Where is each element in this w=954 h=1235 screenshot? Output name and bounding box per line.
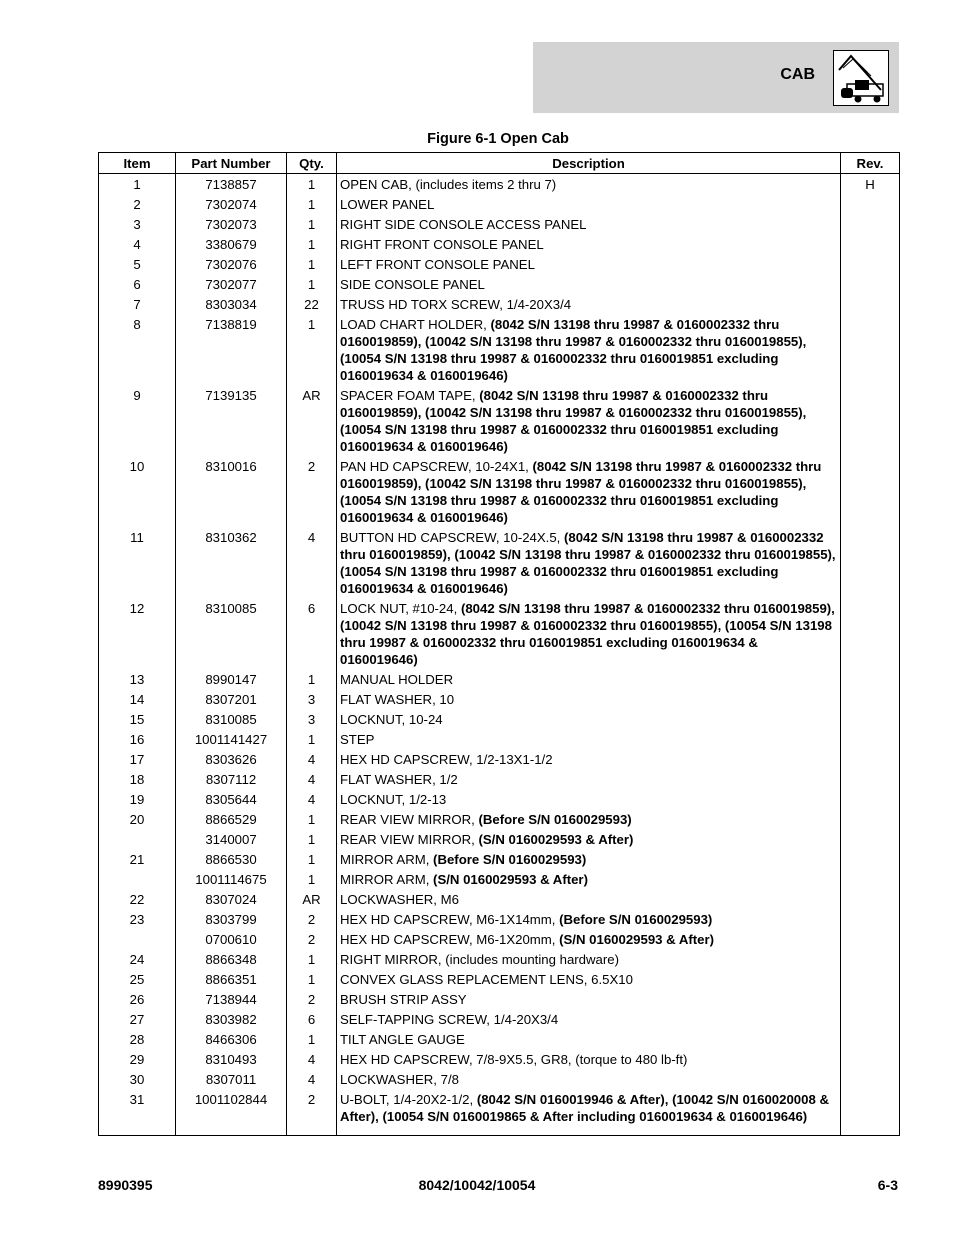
table-row [99, 949, 900, 969]
item-cell: 7 [99, 294, 176, 314]
table-row [99, 214, 900, 234]
qty-cell: 1 [287, 314, 337, 385]
part-number-cell: 8866351 [176, 969, 287, 989]
item-cell: 27 [99, 1009, 176, 1029]
description-cell [337, 869, 841, 889]
part-number-cell: 8307201 [176, 689, 287, 709]
rev-cell [841, 598, 900, 669]
item-cell: 9 [99, 385, 176, 456]
item-cell: 22 [99, 889, 176, 909]
table-row [99, 174, 900, 195]
description-cell [337, 809, 841, 829]
rev-cell [841, 869, 900, 889]
item-cell: 15 [99, 709, 176, 729]
table-row [99, 669, 900, 689]
description-text: BRUSH STRIP ASSY [340, 991, 467, 1007]
rev-cell [841, 274, 900, 294]
item-cell: 26 [99, 989, 176, 1009]
cab-machine-icon [833, 50, 889, 106]
table-row [99, 809, 900, 829]
description-text: TILT ANGLE GAUGE [340, 1031, 465, 1047]
part-number-cell: 0700610 [176, 929, 287, 949]
part-number-cell: 8866348 [176, 949, 287, 969]
table-row [99, 909, 900, 929]
qty-cell: 2 [287, 909, 337, 929]
rev-cell [841, 889, 900, 909]
description-cell [337, 929, 841, 949]
description-text: CONVEX GLASS REPLACEMENT LENS, 6.5X10 [340, 971, 633, 987]
description-applicability: (Before S/N 0160029593) [478, 811, 632, 827]
item-cell: 28 [99, 1029, 176, 1049]
rev-cell [841, 709, 900, 729]
description-text: U-BOLT, 1/4-20X2-1/2, [340, 1091, 477, 1107]
rev-cell: H [841, 174, 900, 195]
table-row [99, 294, 900, 314]
description-text: LOCKWASHER, M6 [340, 891, 459, 907]
item-cell: 8 [99, 314, 176, 385]
qty-cell: 4 [287, 1049, 337, 1069]
item-cell: 1 [99, 174, 176, 195]
description-cell [337, 689, 841, 709]
table-row [99, 829, 900, 849]
description-cell [337, 669, 841, 689]
item-cell: 16 [99, 729, 176, 749]
description-text: FLAT WASHER, 1/2 [340, 771, 458, 787]
qty-cell: 4 [287, 527, 337, 598]
section-header [533, 42, 899, 113]
item-cell: 19 [99, 789, 176, 809]
item-cell: 12 [99, 598, 176, 669]
description-text: REAR VIEW MIRROR, [340, 811, 479, 827]
item-cell: 5 [99, 254, 176, 274]
qty-cell: 1 [287, 254, 337, 274]
table-row [99, 527, 900, 598]
qty-cell: 1 [287, 669, 337, 689]
item-cell [99, 829, 176, 849]
description-text: RIGHT FRONT CONSOLE PANEL [340, 236, 544, 252]
description-cell [337, 729, 841, 749]
description-text: HEX HD CAPSCREW, 7/8-9X5.5, GR8, (torque to 480 lb-ft) [340, 1051, 688, 1067]
part-number-cell: 1001114675 [176, 869, 287, 889]
description-text: FLAT WASHER, 10 [340, 691, 455, 707]
table-row [99, 314, 900, 385]
part-number-cell: 8466306 [176, 1029, 287, 1049]
description-applicability: (8042 S/N 13198 thru 19987 & 0160002332 thru 0160019859), (10042 S/N 13198 thru 19987 & 0160002332 thru 0160019855), (10054 S/N 13198 thru 19987 & 0160002332 thru 0160019851 excluding 0160019634 & 0160019646) [340, 458, 822, 525]
description-text: LOCKNUT, 1/2-13 [340, 791, 447, 807]
qty-cell: AR [287, 385, 337, 456]
item-cell: 25 [99, 969, 176, 989]
description-text: HEX HD CAPSCREW, M6-1X20mm, [340, 931, 560, 947]
table-row [99, 234, 900, 254]
description-applicability: (S/N 0160029593 & After) [433, 871, 588, 887]
table-row [99, 274, 900, 294]
table-header-row [99, 153, 900, 174]
description-text: TRUSS HD TORX SCREW, 1/4-20X3/4 [340, 296, 572, 312]
part-number-cell: 8303799 [176, 909, 287, 929]
part-number-cell: 7302076 [176, 254, 287, 274]
col-header-qty: Qty. [287, 153, 337, 174]
rev-cell [841, 1089, 900, 1135]
description-applicability: (8042 S/N 13198 thru 19987 & 0160002332 thru 0160019859), (10042 S/N 13198 thru 19987 & 0160002332 thru 0160019855), (10054 S/N 13198 thru 19987 & 0160002332 thru 0160019851 excluding 0160019634 & 0160019646) [340, 316, 807, 383]
part-number-cell: 8303034 [176, 294, 287, 314]
col-header-item: Item [99, 153, 176, 174]
item-cell: 4 [99, 234, 176, 254]
description-text: REAR VIEW MIRROR, [340, 831, 479, 847]
rev-cell [841, 829, 900, 849]
qty-cell: 4 [287, 1069, 337, 1089]
description-text: LOWER PANEL [340, 196, 435, 212]
rev-cell [841, 809, 900, 829]
rev-cell [841, 214, 900, 234]
item-cell: 14 [99, 689, 176, 709]
rev-cell [841, 729, 900, 749]
description-cell [337, 194, 841, 214]
rev-cell [841, 849, 900, 869]
description-text: STEP [340, 731, 375, 747]
description-text: BUTTON HD CAPSCREW, 10-24X.5, [340, 529, 564, 545]
description-text: SIDE CONSOLE PANEL [340, 276, 485, 292]
description-text: SPACER FOAM TAPE, [340, 387, 480, 403]
qty-cell: 2 [287, 456, 337, 527]
item-cell: 10 [99, 456, 176, 527]
description-applicability: (8042 S/N 13198 thru 19987 & 0160002332 thru 0160019859), (10042 S/N 13198 thru 19987 & 0160002332 thru 0160019855), (10054 S/N 13198 thru 19987 & 0160002332 thru 0160019851 excluding 0160019634 & 0160019646) [340, 529, 836, 596]
rev-cell [841, 1009, 900, 1029]
item-cell: 23 [99, 909, 176, 929]
qty-cell: 6 [287, 598, 337, 669]
table-row [99, 929, 900, 949]
qty-cell: 2 [287, 1089, 337, 1135]
description-cell [337, 274, 841, 294]
description-cell [337, 174, 841, 195]
col-header-description: Description [337, 153, 841, 174]
qty-cell: 1 [287, 849, 337, 869]
item-cell: 31 [99, 1089, 176, 1135]
table-row [99, 1089, 900, 1135]
rev-cell [841, 294, 900, 314]
qty-cell: 3 [287, 709, 337, 729]
description-cell [337, 1009, 841, 1029]
description-text: MANUAL HOLDER [340, 671, 454, 687]
description-text: LEFT FRONT CONSOLE PANEL [340, 256, 535, 272]
table-row [99, 254, 900, 274]
qty-cell: 1 [287, 194, 337, 214]
description-cell [337, 456, 841, 527]
part-number-cell: 8307112 [176, 769, 287, 789]
item-cell [99, 929, 176, 949]
rev-cell [841, 527, 900, 598]
item-cell: 20 [99, 809, 176, 829]
description-cell [337, 889, 841, 909]
part-number-cell: 1001102844 [176, 1089, 287, 1135]
table-row [99, 769, 900, 789]
part-number-cell: 8990147 [176, 669, 287, 689]
table-row [99, 989, 900, 1009]
description-text: OPEN CAB, (includes items 2 thru 7) [340, 176, 557, 192]
part-number-cell: 7138944 [176, 989, 287, 1009]
rev-cell [841, 234, 900, 254]
table-row [99, 689, 900, 709]
item-cell: 2 [99, 194, 176, 214]
description-text: LOCKWASHER, 7/8 [340, 1071, 459, 1087]
description-cell [337, 1049, 841, 1069]
item-cell: 21 [99, 849, 176, 869]
table-row [99, 1049, 900, 1069]
description-cell [337, 849, 841, 869]
description-text: MIRROR ARM, [340, 871, 434, 887]
description-cell [337, 1089, 841, 1135]
description-cell [337, 314, 841, 385]
table-row [99, 729, 900, 749]
table-row [99, 456, 900, 527]
rev-cell [841, 254, 900, 274]
description-cell [337, 1069, 841, 1089]
part-number-cell: 8866530 [176, 849, 287, 869]
figure-title: Figure 6-1 Open Cab [427, 131, 569, 147]
table-row [99, 749, 900, 769]
item-cell: 29 [99, 1049, 176, 1069]
table-row [99, 1029, 900, 1049]
part-number-cell: 7138857 [176, 174, 287, 195]
table-row [99, 385, 900, 456]
part-number-cell: 8310085 [176, 598, 287, 669]
part-number-cell: 7302077 [176, 274, 287, 294]
part-number-cell: 3380679 [176, 234, 287, 254]
qty-cell: 4 [287, 749, 337, 769]
description-text: LOCKNUT, 10-24 [340, 711, 443, 727]
part-number-cell: 8310362 [176, 527, 287, 598]
rev-cell [841, 689, 900, 709]
table-row [99, 849, 900, 869]
table-row [99, 194, 900, 214]
rev-cell [841, 789, 900, 809]
description-cell [337, 598, 841, 669]
description-applicability: (8042 S/N 0160019946 & After), (10042 S/N 0160020008 & After), (10054 S/N 0160019865 & After including 0160019634 & 0160019646) [340, 1091, 829, 1124]
table-row [99, 1069, 900, 1089]
qty-cell: 1 [287, 234, 337, 254]
footer-page-number: 6-3 [877, 1177, 898, 1193]
description-text: PAN HD CAPSCREW, 10-24X1, [340, 458, 533, 474]
part-number-cell: 8310493 [176, 1049, 287, 1069]
qty-cell: 1 [287, 174, 337, 195]
part-number-cell: 8307011 [176, 1069, 287, 1089]
description-cell [337, 829, 841, 849]
description-cell [337, 969, 841, 989]
description-applicability: (Before S/N 0160029593) [559, 911, 713, 927]
description-cell [337, 1029, 841, 1049]
description-applicability: (8042 S/N 13198 thru 19987 & 0160002332 thru 0160019859), (10042 S/N 13198 thru 19987 & 0160002332 thru 0160019855), (10054 S/N 13198 thru 19987 & 0160002332 thru 0160019851 excluding 0160019634 & 0160019646) [340, 387, 807, 454]
description-applicability: (S/N 0160029593 & After) [478, 831, 634, 847]
part-number-cell: 3140007 [176, 829, 287, 849]
item-cell [99, 869, 176, 889]
description-cell [337, 769, 841, 789]
footer-doc-number: 8990395 [98, 1177, 153, 1193]
description-text: LOAD CHART HOLDER, [340, 316, 491, 332]
item-cell: 6 [99, 274, 176, 294]
item-cell: 3 [99, 214, 176, 234]
qty-cell: 1 [287, 214, 337, 234]
item-cell: 18 [99, 769, 176, 789]
table-row [99, 709, 900, 729]
qty-cell: 6 [287, 1009, 337, 1029]
description-text: RIGHT MIRROR, (includes mounting hardware) [340, 951, 619, 967]
part-number-cell: 7138819 [176, 314, 287, 385]
qty-cell: 4 [287, 789, 337, 809]
description-applicability: (Before S/N 0160029593) [433, 851, 587, 867]
item-cell: 17 [99, 749, 176, 769]
part-number-cell: 8305644 [176, 789, 287, 809]
description-cell [337, 789, 841, 809]
rev-cell [841, 749, 900, 769]
part-number-cell: 7302074 [176, 194, 287, 214]
footer-models: 8042/10042/10054 [418, 1177, 536, 1193]
qty-cell: 2 [287, 989, 337, 1009]
qty-cell: 3 [287, 689, 337, 709]
description-cell [337, 749, 841, 769]
rev-cell [841, 949, 900, 969]
rev-cell [841, 669, 900, 689]
description-text: HEX HD CAPSCREW, 1/2-13X1-1/2 [340, 751, 553, 767]
description-cell [337, 385, 841, 456]
part-number-cell: 8307024 [176, 889, 287, 909]
rev-cell [841, 1049, 900, 1069]
rev-cell [841, 769, 900, 789]
part-number-cell: 7302073 [176, 214, 287, 234]
rev-cell [841, 1069, 900, 1089]
rev-cell [841, 989, 900, 1009]
rev-cell [841, 314, 900, 385]
description-text: HEX HD CAPSCREW, M6-1X14mm, [340, 911, 560, 927]
table-row [99, 598, 900, 669]
qty-cell: 4 [287, 769, 337, 789]
item-cell: 24 [99, 949, 176, 969]
qty-cell: 1 [287, 729, 337, 749]
part-number-cell: 1001141427 [176, 729, 287, 749]
item-cell: 11 [99, 527, 176, 598]
description-text: MIRROR ARM, [340, 851, 434, 867]
description-text: LOCK NUT, #10-24, [340, 600, 461, 616]
description-cell [337, 234, 841, 254]
qty-cell: AR [287, 889, 337, 909]
description-cell [337, 214, 841, 234]
description-text: SELF-TAPPING SCREW, 1/4-20X3/4 [340, 1011, 559, 1027]
table-row [99, 789, 900, 809]
qty-cell: 1 [287, 829, 337, 849]
col-header-part-number: Part Number [176, 153, 287, 174]
part-number-cell: 8303626 [176, 749, 287, 769]
parts-table-body [99, 174, 900, 1136]
qty-cell: 1 [287, 869, 337, 889]
qty-cell: 1 [287, 809, 337, 829]
part-number-cell: 7139135 [176, 385, 287, 456]
part-number-cell: 8310085 [176, 709, 287, 729]
description-applicability: (8042 S/N 13198 thru 19987 & 0160002332 thru 0160019859), (10042 S/N 13198 thru 19987 & 0160002332 thru 0160019855), (10054 S/N 13198 thru 19987 & 0160002332 thru 0160019851 excluding 0160019634 & 0160019646) [340, 600, 835, 667]
rev-cell [841, 909, 900, 929]
table-row [99, 889, 900, 909]
description-cell [337, 949, 841, 969]
qty-cell: 1 [287, 949, 337, 969]
rev-cell [841, 1029, 900, 1049]
part-number-cell: 8303982 [176, 1009, 287, 1029]
rev-cell [841, 969, 900, 989]
parts-table [98, 152, 900, 1136]
section-title: CAB [780, 66, 815, 83]
qty-cell: 22 [287, 294, 337, 314]
part-number-cell: 8310016 [176, 456, 287, 527]
description-text: RIGHT SIDE CONSOLE ACCESS PANEL [340, 216, 587, 232]
table-row [99, 969, 900, 989]
description-cell [337, 709, 841, 729]
part-number-cell: 8866529 [176, 809, 287, 829]
qty-cell: 1 [287, 274, 337, 294]
item-cell: 30 [99, 1069, 176, 1089]
qty-cell: 2 [287, 929, 337, 949]
col-header-rev: Rev. [841, 153, 900, 174]
item-cell: 13 [99, 669, 176, 689]
rev-cell [841, 385, 900, 456]
description-cell [337, 909, 841, 929]
description-cell [337, 294, 841, 314]
rev-cell [841, 194, 900, 214]
description-cell [337, 989, 841, 1009]
qty-cell: 1 [287, 1029, 337, 1049]
description-cell [337, 527, 841, 598]
table-row [99, 869, 900, 889]
qty-cell: 1 [287, 969, 337, 989]
rev-cell [841, 456, 900, 527]
rev-cell [841, 929, 900, 949]
description-applicability: (S/N 0160029593 & After) [559, 931, 715, 947]
table-row [99, 1009, 900, 1029]
description-cell [337, 254, 841, 274]
